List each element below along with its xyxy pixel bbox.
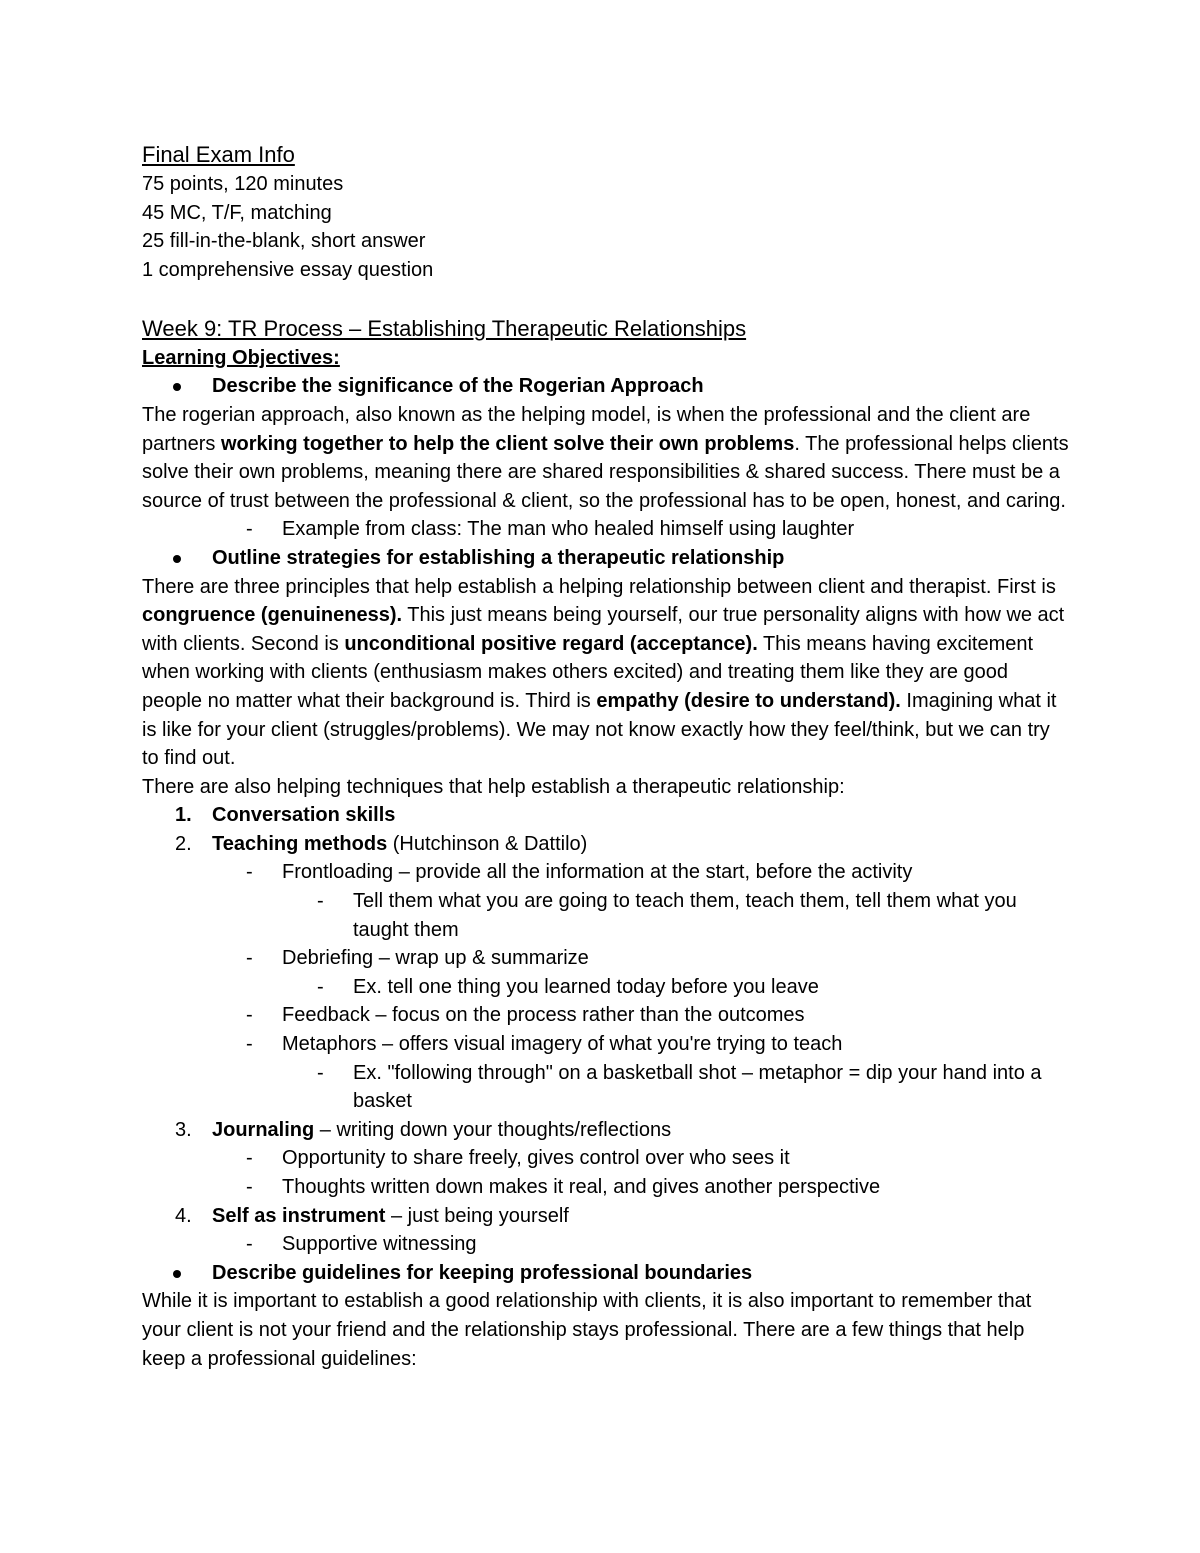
sub-item-text: Metaphors – offers visual imagery of what you're trying to teach	[282, 1033, 843, 1056]
list-number: 4.	[175, 1204, 192, 1227]
dash-marker: -	[246, 947, 253, 970]
sub-item	[142, 1173, 1072, 1202]
text-run: This just means being yourself, our true personality aligns with how we act with clients. Second is	[142, 604, 1065, 655]
sub-item	[142, 1230, 1072, 1259]
technique-label: Teaching methods	[212, 832, 388, 855]
text-run: This means having excitement when working with clients (enthusiasm makes others excited) and treating them like they are good people no matter what their background is. Third is	[142, 632, 1034, 712]
sub-item-text: Feedback – focus on the process rather than the outcomes	[282, 1004, 805, 1027]
technique-item	[142, 1116, 1072, 1145]
dash-marker: -	[246, 518, 253, 541]
sub-item	[142, 1001, 1072, 1030]
technique-detail: (Hutchinson & Dattilo)	[387, 832, 588, 855]
technique-item	[142, 801, 1072, 830]
exam-info-line: 75 points, 120 minutes	[142, 173, 344, 195]
list-number: 3.	[175, 1118, 192, 1141]
week9-title: Week 9: TR Process – Establishing Therapeutic Relationships	[142, 316, 747, 342]
document-content	[142, 140, 1072, 1373]
sub-item-text: Supportive witnessing	[282, 1233, 477, 1256]
technique-label: Journaling	[212, 1118, 315, 1141]
technique-detail: – writing down your thoughts/reflections	[314, 1118, 672, 1141]
rogerian-paragraph	[142, 401, 1072, 515]
bullet-icon	[173, 555, 181, 563]
exam-info-title: Final Exam Info	[142, 142, 295, 167]
sub-item	[142, 858, 1072, 887]
sub-sub-item	[142, 887, 1072, 944]
sub-sub-item	[142, 973, 1072, 1002]
technique-label: Conversation skills	[212, 804, 396, 827]
sub-item-text: Ex. tell one thing you learned today before you leave	[353, 975, 819, 998]
learning-objectives-label: Learning Objectives:	[142, 347, 340, 370]
sub-item-text: Ex. "following through" on a basketball shot – metaphor = dip your hand into a basket	[353, 1061, 1042, 1113]
bold-run: congruence (genuineness).	[142, 604, 403, 627]
text-run: . The professional helps clients solve their own problems, meaning there are shared responsibilities & shared success. There must be a source of trust between the professional & client, so the professional has to be open, honest, and caring.	[142, 432, 1069, 512]
sub-item-text: Opportunity to share freely, gives control over who sees it	[282, 1147, 790, 1170]
sub-item	[142, 944, 1072, 973]
bullet-icon	[173, 383, 181, 391]
rogerian-example	[142, 515, 1072, 544]
dash-marker: -	[246, 1176, 253, 1198]
example-text: Example from class: The man who healed himself using laughter	[282, 518, 855, 541]
technique-item	[142, 1202, 1072, 1231]
sub-item	[142, 1030, 1072, 1059]
objective-heading: Outline strategies for establishing a therapeutic relationship	[212, 546, 785, 569]
text-run: The rogerian approach, also known as the helping model, is when the professional and the client are partners	[142, 403, 1031, 455]
technique-detail: – just being yourself	[385, 1204, 569, 1227]
technique-item	[142, 830, 1072, 859]
objective-heading: Describe guidelines for keeping professional boundaries	[212, 1261, 753, 1284]
bold-run: unconditional positive regard (acceptance).	[344, 632, 758, 655]
list-number: 1.	[175, 804, 192, 827]
objective-boundaries	[142, 1259, 1072, 1288]
dash-marker: -	[246, 1147, 253, 1170]
text-run: Imagining what it is like for your client (struggles/problems). We may not know exactly how they feel/think, but we can try to find out.	[142, 689, 1057, 770]
dash-marker: -	[246, 861, 253, 884]
objective-rogerian	[142, 372, 1072, 401]
bold-run: working together to help the client solve their own problems	[220, 432, 795, 455]
exam-info-line: 1 comprehensive essay question	[142, 258, 434, 281]
dash-marker: -	[246, 1233, 253, 1256]
objective-heading: Describe the significance of the Rogerian Approach	[212, 375, 704, 398]
sub-item-text: Thoughts written down makes it real, and gives another perspective	[282, 1176, 881, 1198]
techniques-intro: There are also helping techniques that help establish a therapeutic relationship:	[142, 775, 845, 798]
bullet-icon	[173, 1270, 181, 1278]
dash-marker: -	[246, 1004, 253, 1027]
dash-marker: -	[317, 890, 324, 913]
sub-item-text: Tell them what you are going to teach them, teach them, tell them what you taught them	[353, 890, 1017, 941]
bold-run: empathy (desire to understand).	[596, 689, 901, 712]
exam-info-line: 25 fill-in-the-blank, short answer	[142, 230, 426, 253]
principles-paragraph	[142, 573, 1072, 773]
list-number: 2.	[175, 832, 192, 855]
technique-label: Self as instrument	[212, 1204, 386, 1227]
exam-info-line: 45 MC, T/F, matching	[142, 201, 332, 224]
sub-item-text: Debriefing – wrap up & summarize	[282, 947, 589, 970]
objective-strategies	[142, 544, 1072, 573]
dash-marker: -	[317, 1061, 324, 1084]
dash-marker: -	[246, 1033, 253, 1056]
boundaries-paragraph: While it is important to establish a good relationship with clients, it is also important to remember that your client is not your friend and the relationship stays professional. There are a few things that help keep a professional guidelines:	[142, 1290, 1032, 1370]
text-run: There are three principles that help establish a helping relationship between client and therapist. First is	[142, 575, 1056, 598]
sub-item-text: Frontloading – provide all the information at the start, before the activity	[282, 861, 913, 884]
sub-item	[142, 1144, 1072, 1173]
dash-marker: -	[317, 975, 324, 998]
sub-sub-item	[142, 1059, 1072, 1116]
